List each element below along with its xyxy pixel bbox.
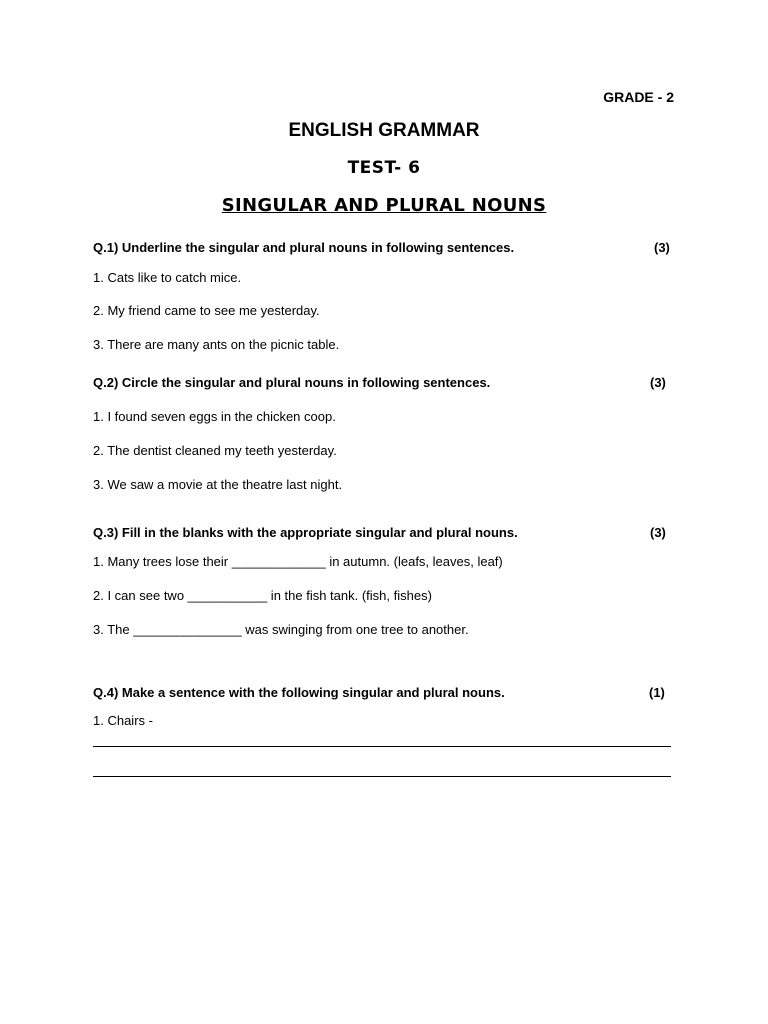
question-4-marks: (1) <box>649 685 665 700</box>
answer-line-1[interactable] <box>93 746 671 747</box>
subject-title: ENGLISH GRAMMAR <box>288 120 480 141</box>
question-3-item-3: 3. The _______________ was swinging from one tree to another. <box>93 622 469 637</box>
question-2-item-2: 2. The dentist cleaned my teeth yesterday. <box>93 443 337 458</box>
question-2-label: Q.2) Circle the singular and plural nouns in following sentences. <box>93 375 491 390</box>
question-1-item-3: 3. There are many ants on the picnic table. <box>93 337 340 352</box>
grade-label: GRADE - 2 <box>603 89 674 105</box>
question-4-item-1: 1. Chairs - <box>93 713 153 728</box>
topic-title: SINGULAR AND PLURAL NOUNS <box>221 195 547 216</box>
question-3-item-1: 1. Many trees lose their _____________ in autumn. (leafs, leaves, leaf) <box>93 554 503 569</box>
test-title: TEST- 6 <box>347 158 421 178</box>
answer-line-2[interactable] <box>93 776 671 777</box>
question-2-item-3: 3. We saw a movie at the theatre last night. <box>93 477 343 492</box>
question-1-marks: (3) <box>654 240 670 255</box>
question-1-item-2: 2. My friend came to see me yesterday. <box>93 303 320 318</box>
question-1-item-1: 1. Cats like to catch mice. <box>93 270 242 285</box>
question-3-label: Q.3) Fill in the blanks with the appropriate singular and plural nouns. <box>93 525 518 540</box>
question-3-item-2: 2. I can see two ___________ in the fish tank. (fish, fishes) <box>93 588 432 603</box>
question-1-label: Q.1) Underline the singular and plural nouns in following sentences. <box>93 240 515 255</box>
question-4-label: Q.4) Make a sentence with the following singular and plural nouns. <box>93 685 505 700</box>
question-3-marks: (3) <box>650 525 666 540</box>
question-2-item-1: 1. I found seven eggs in the chicken coop. <box>93 409 336 424</box>
question-2-marks: (3) <box>650 375 666 390</box>
